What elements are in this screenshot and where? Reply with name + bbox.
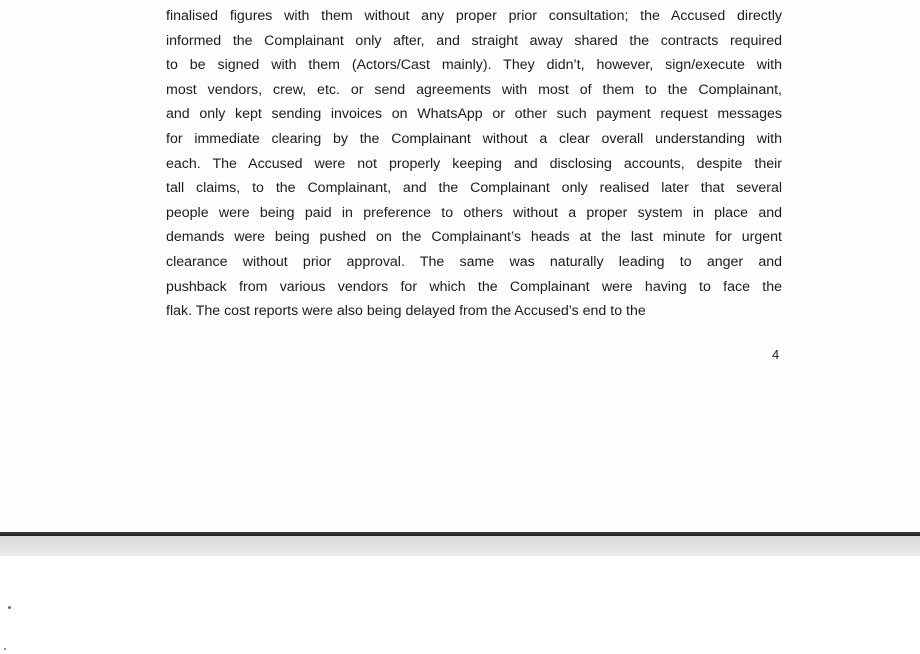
- text-line: people were being paid in preference to others without a proper system in place and: [166, 204, 782, 221]
- text-line: demands were being pushed on the Complainant’s heads at the last minute for urgent: [166, 229, 782, 246]
- text-line: tall claims, to the Complainant, and the Complainant only realised later that several: [166, 180, 782, 197]
- text-line: finalised figures with them without any proper prior consultation; the Accused directly: [166, 8, 782, 24]
- page-number: 4: [772, 347, 780, 362]
- text-line: to be signed with them (Actors/Cast mainly). They didn’t, however, sign/execute with: [166, 57, 782, 74]
- text-line: and only kept sending invoices on WhatsApp or other such payment request messages: [166, 106, 782, 123]
- scan-speck: [4, 648, 6, 650]
- text-line: informed the Complainant only after, and straight away shared the contracts required: [166, 32, 782, 49]
- page-gap: [0, 536, 920, 556]
- text-line: most vendors, crew, etc. or send agreements with most of them to the Complainant,: [166, 81, 782, 98]
- body-paragraph: [166, 4, 782, 324]
- text-line: each. The Accused were not properly keeping and disclosing accounts, despite their: [166, 155, 782, 172]
- text-line: clearance without prior approval. The same was naturally leading to anger and: [166, 253, 782, 270]
- text-line: pushback from various vendors for which the Complainant were having to face the: [166, 278, 782, 295]
- page-5: [0, 556, 920, 654]
- text-line: for immediate clearing by the Complainant without a clear overall understanding with: [166, 130, 782, 147]
- scan-speck: [8, 606, 11, 609]
- text-line: flak. The cost reports were also being delayed from the Accused’s end to the: [166, 303, 646, 320]
